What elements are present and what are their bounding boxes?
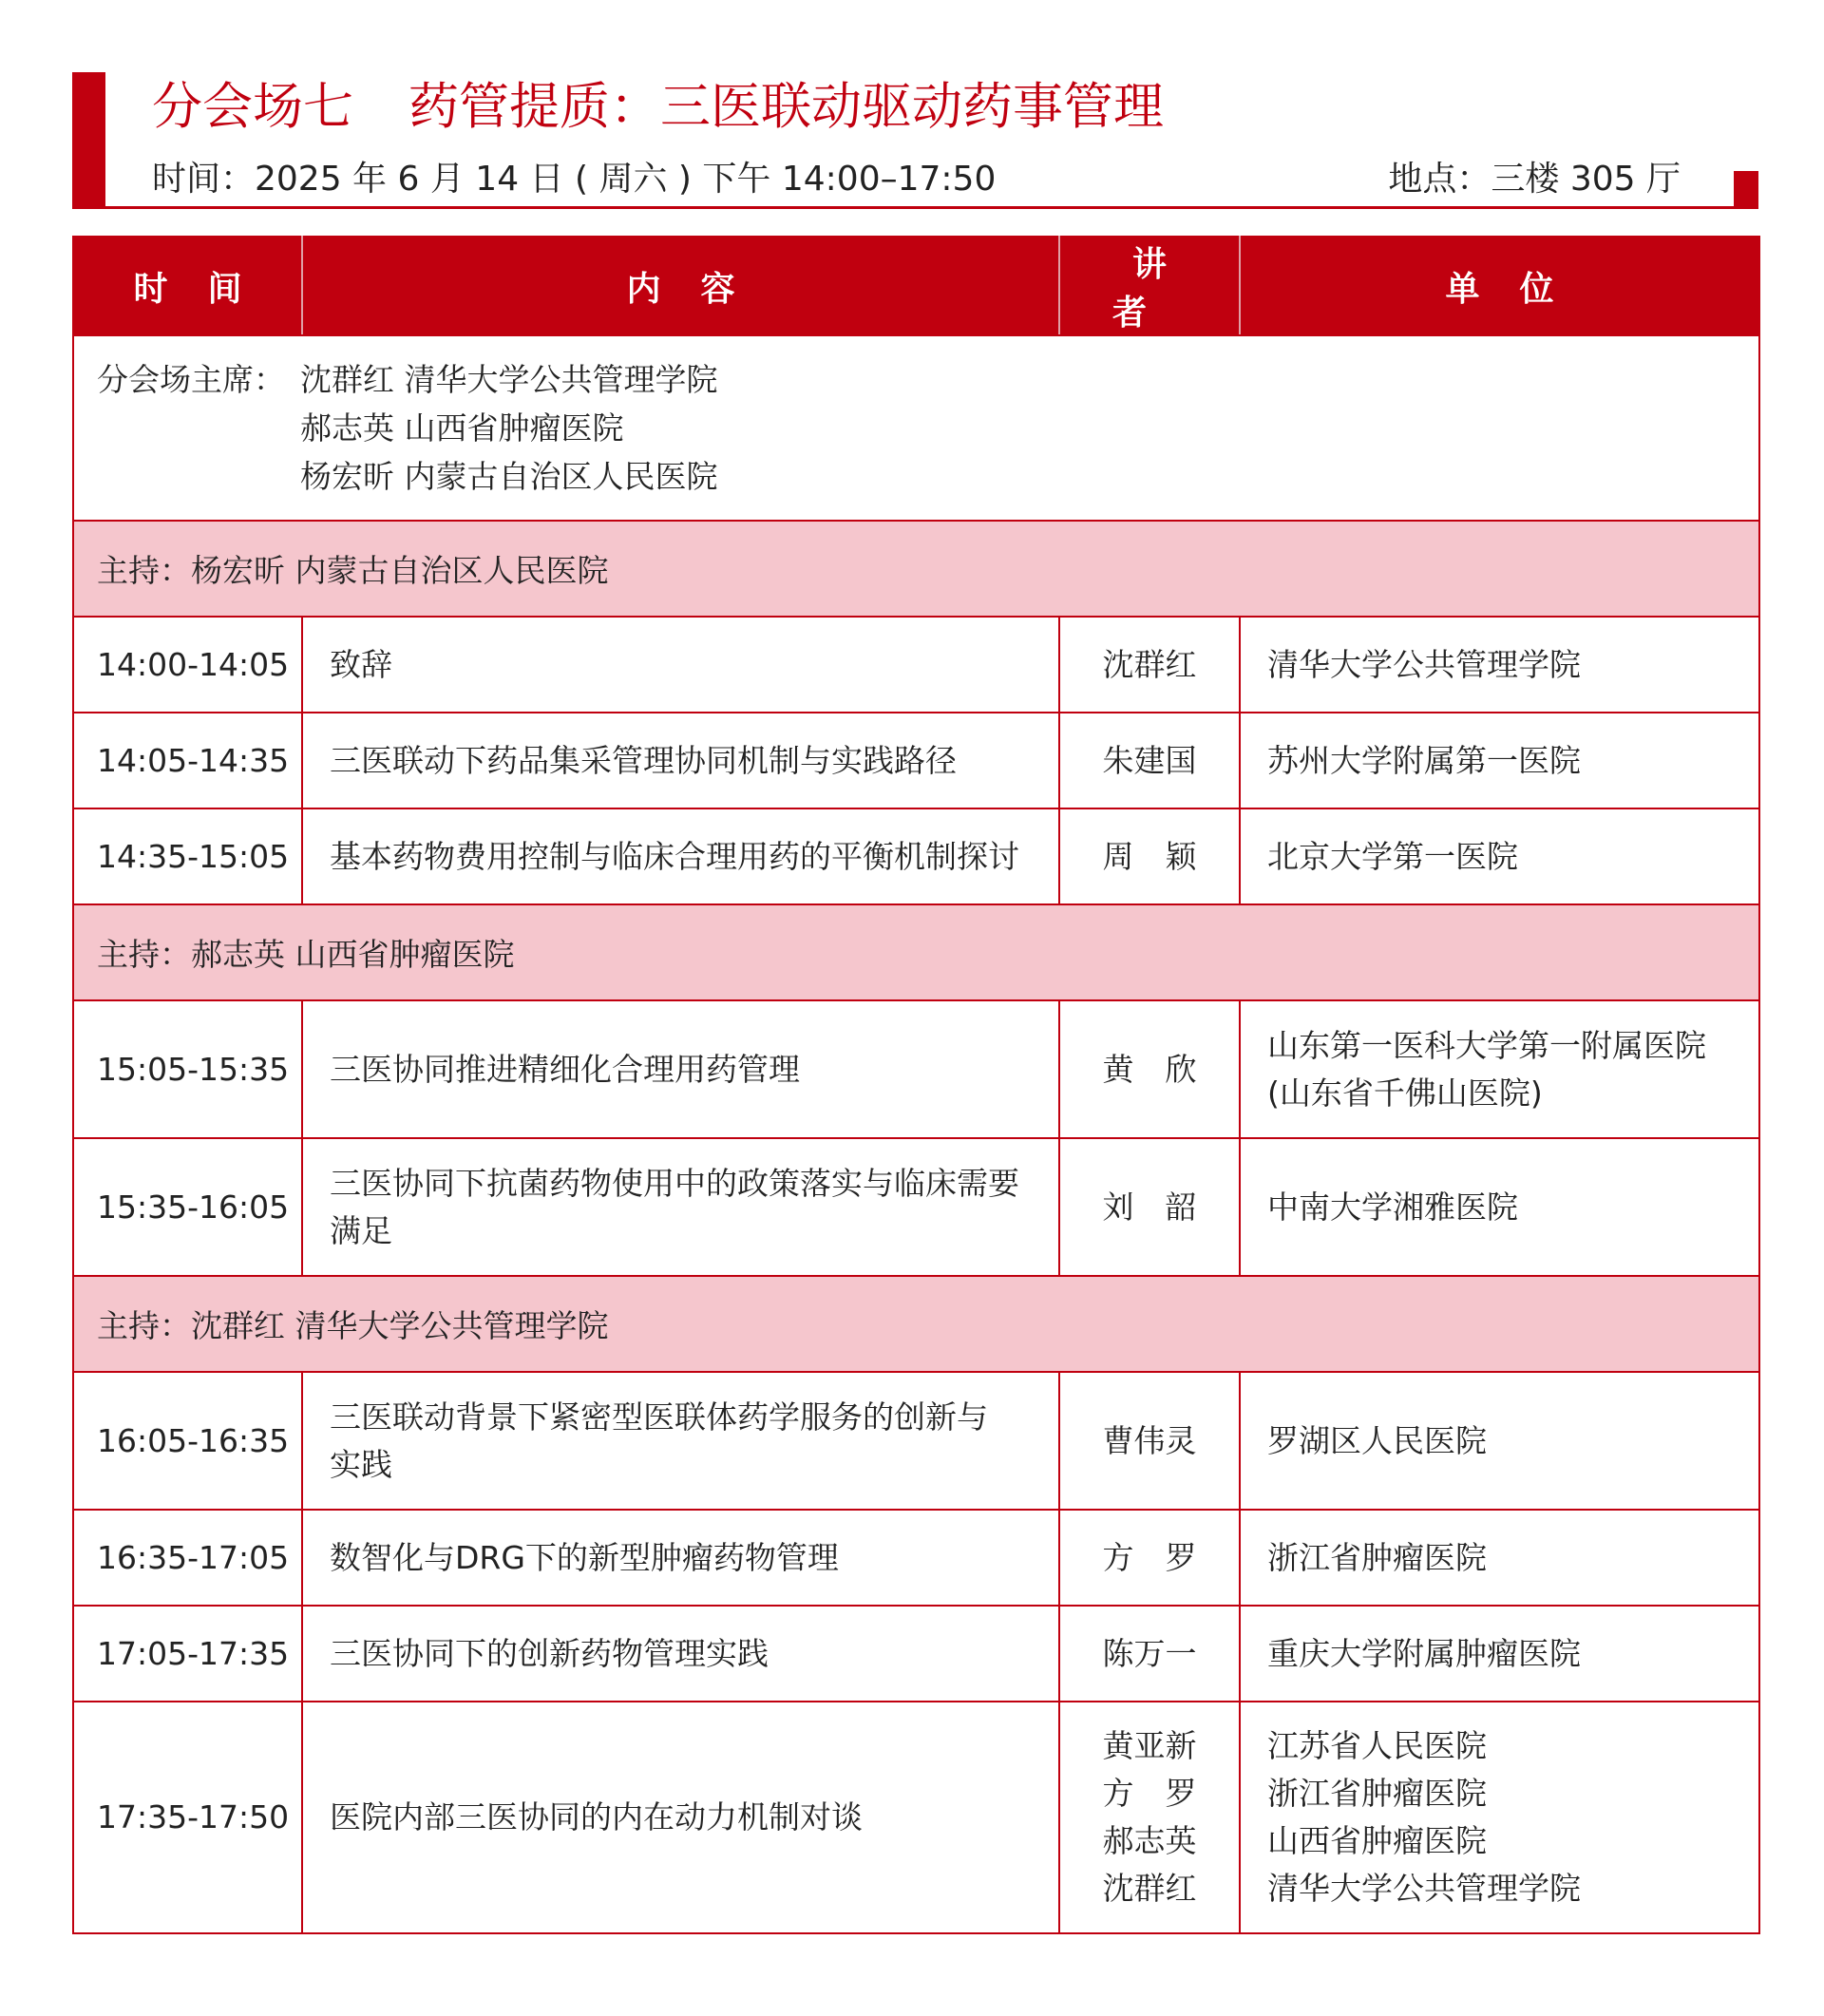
org-line: 浙江省肿瘤医院 [1267,1775,1487,1812]
table-header-row [73,237,1759,335]
org-line: 清华大学公共管理学院 [1267,1870,1581,1907]
speaker-line: 沈群红 [1102,1870,1197,1907]
slot-time: 14:00-14:05 [73,617,302,713]
host-row [73,1276,1759,1372]
session-header [72,72,1758,209]
slot-speaker: 朱建国 [1059,713,1240,808]
slot-topic [302,1372,1059,1510]
org-line: 山东第一医科大学第一附属医院 [1267,1026,1706,1064]
slot-topic: 医院内部三医协同的内在动力机制对谈 [302,1702,1059,1933]
header-divider [105,206,1758,209]
slot-org [1240,1000,1759,1138]
host-label: 主持：沈群红 清华大学公共管理学院 [73,1276,1759,1372]
host-label: 主持：杨宏昕 内蒙古自治区人民医院 [73,521,1759,617]
chairs-label: 分会场主席： [97,361,285,398]
chair-entry: 郝志英 山西省肿瘤医院 [300,409,624,447]
slot-speaker: 沈群红 [1059,617,1240,713]
topic-line: 满足 [330,1211,392,1249]
session-theme: 药管提质：三医联动驱动药事管理 [408,78,1164,136]
slot-time: 16:35-17:05 [73,1510,302,1606]
slot-org: 中南大学湘雅医院 [1240,1138,1759,1276]
chair-entry: 杨宏昕 内蒙古自治区人民医院 [300,458,718,495]
col-header-time: 时间 [73,237,302,335]
slot-time: 14:35-15:05 [73,808,302,904]
table-row [73,808,1759,904]
slot-speaker: 方 罗 [1059,1510,1240,1606]
topic-line: 三医协同下抗菌药物使用中的政策落实与临床需要 [330,1164,1019,1202]
table-row [73,1372,1759,1510]
host-label: 主持：郝志英 山西省肿瘤医院 [73,904,1759,1000]
org-line: 江苏省人民医院 [1267,1727,1487,1764]
accent-bar [72,72,105,209]
slot-org: 罗湖区人民医院 [1240,1372,1759,1510]
speaker-line: 郝志英 [1102,1822,1197,1859]
host-row [73,521,1759,617]
slot-time: 17:05-17:35 [73,1606,302,1702]
slot-topic: 三医协同推进精细化合理用药管理 [302,1000,1059,1138]
speaker-line: 方 罗 [1102,1775,1197,1812]
slot-topic: 三医联动下药品集采管理协同机制与实践路径 [302,713,1059,808]
col-header-org: 单位 [1240,237,1759,335]
slot-org: 北京大学第一医院 [1240,808,1759,904]
table-row [73,1138,1759,1276]
col-header-speaker: 讲者 [1059,237,1240,335]
slot-topic: 基本药物费用控制与临床合理用药的平衡机制探讨 [302,808,1059,904]
table-row [73,1000,1759,1138]
topic-line: 实践 [330,1445,392,1483]
session-venue: 地点：三楼 305 厅 [1388,160,1681,199]
slot-time: 15:05-15:35 [73,1000,302,1138]
slot-topic [302,1138,1059,1276]
slot-time: 17:35-17:50 [73,1702,302,1933]
session-time: 时间：2025 年 6 月 14 日 ( 周六 ) 下午 14:00–17:50 [152,160,997,199]
org-line: (山东省千佛山医院) [1267,1074,1543,1112]
chairs-row [73,335,1759,521]
slot-org: 苏州大学附属第一医院 [1240,713,1759,808]
slot-speaker: 周 颖 [1059,808,1240,904]
slot-topic: 致辞 [302,617,1059,713]
chair-entry: 沈群红 清华大学公共管理学院 [300,361,718,398]
speaker-line: 黄亚新 [1102,1727,1197,1764]
slot-speaker: 刘 韶 [1059,1138,1240,1276]
session-title [152,67,1164,139]
slot-org: 重庆大学附属肿瘤医院 [1240,1606,1759,1702]
slot-speaker: 曹伟灵 [1059,1372,1240,1510]
slot-topic: 三医协同下的创新药物管理实践 [302,1606,1059,1702]
table-row [73,1606,1759,1702]
slot-speaker: 陈万一 [1059,1606,1240,1702]
slot-topic: 数智化与DRG下的新型肿瘤药物管理 [302,1510,1059,1606]
slot-org [1240,1702,1759,1933]
agenda-table [72,236,1760,1934]
slot-time: 15:35-16:05 [73,1138,302,1276]
slot-time: 14:05-14:35 [73,713,302,808]
slot-time: 16:05-16:35 [73,1372,302,1510]
topic-line: 三医联动背景下紧密型医联体药学服务的创新与 [330,1398,988,1436]
slot-org: 浙江省肿瘤医院 [1240,1510,1759,1606]
table-row [73,617,1759,713]
table-row [73,1702,1759,1933]
slot-org: 清华大学公共管理学院 [1240,617,1759,713]
table-row [73,713,1759,808]
session-name: 分会场七 [152,78,353,136]
slot-speaker: 黄 欣 [1059,1000,1240,1138]
col-header-topic: 内容 [302,237,1059,335]
table-row [73,1510,1759,1606]
org-line: 山西省肿瘤医院 [1267,1822,1487,1859]
host-row [73,904,1759,1000]
accent-mark [1734,171,1758,209]
slot-speaker [1059,1702,1240,1933]
